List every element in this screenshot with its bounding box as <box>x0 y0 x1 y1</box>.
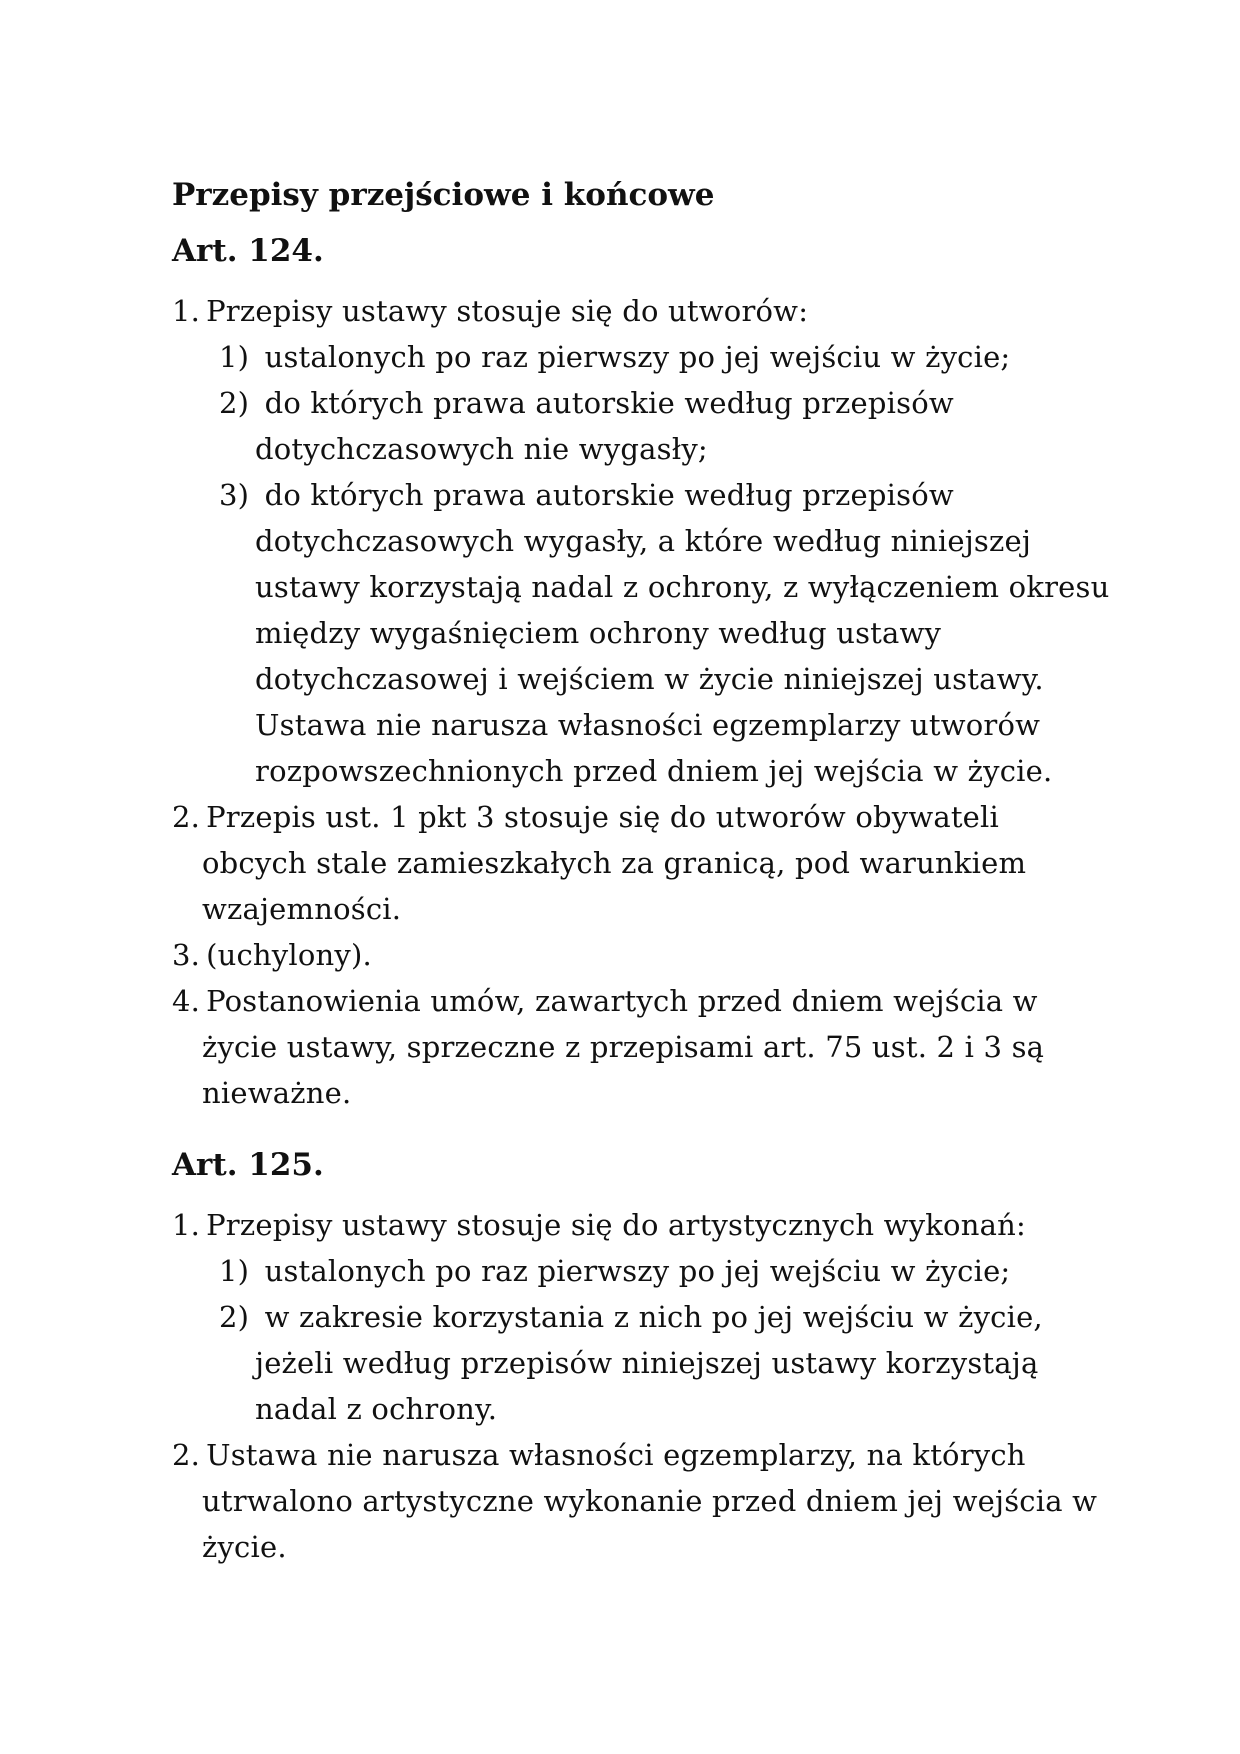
paragraph-124-2 <box>172 794 1112 932</box>
point-number: 2) <box>219 1300 250 1334</box>
point-124-1-1 <box>219 334 1112 380</box>
point-number: 1) <box>219 1254 250 1288</box>
paragraph-text: Przepis ust. 1 pkt 3 stosuje się do utworów obywateli obcych stale zamieszkałych za granicą, pod warunkiem wzajemności. <box>202 800 1027 926</box>
paragraph-text: Przepisy ustawy stosuje się do utworów: <box>206 294 809 328</box>
point-text: w zakresie korzystania z nich po jej wejściu w życie, jeżeli według przepisów niniejszej ustawy korzystają nadal z ochrony. <box>255 1300 1043 1426</box>
paragraph-124-4 <box>172 978 1112 1116</box>
article-heading-125: Art. 125. <box>172 1147 324 1183</box>
paragraph-text: (uchylony). <box>206 938 372 972</box>
paragraph-number: 4. <box>172 984 201 1018</box>
point-text: do których prawa autorskie według przepisów dotychczasowych nie wygasły; <box>255 386 954 466</box>
point-125-1-1 <box>219 1248 1112 1294</box>
paragraph-125-2 <box>172 1432 1112 1570</box>
paragraph-text: Postanowienia umów, zawartych przed dniem wejścia w życie ustawy, sprzeczne z przepisami art. 75 ust. 2 i 3 są nieważne. <box>202 984 1045 1110</box>
paragraph-number: 3. <box>172 938 201 972</box>
article-heading-124: Art. 124. <box>172 233 324 269</box>
paragraph-number: 2. <box>172 1438 201 1472</box>
point-125-1-2 <box>219 1294 1112 1432</box>
paragraph-124-1 <box>172 288 1112 334</box>
point-124-1-2 <box>219 380 1112 472</box>
point-number: 2) <box>219 386 250 420</box>
paragraph-number: 2. <box>172 800 201 834</box>
paragraph-124-3 <box>172 932 1112 978</box>
document-content <box>172 172 1112 1570</box>
point-text: ustalonych po raz pierwszy po jej wejściu w życie; <box>264 340 1011 374</box>
paragraph-text: Ustawa nie narusza własności egzemplarzy, na których utrwalono artystyczne wykonanie przed dniem jej wejścia w życie. <box>202 1438 1098 1564</box>
point-text: ustalonych po raz pierwszy po jej wejściu w życie; <box>264 1254 1011 1288</box>
paragraph-number: 1. <box>172 1208 201 1242</box>
paragraph-125-1 <box>172 1202 1112 1248</box>
point-text: do których prawa autorskie według przepisów dotychczasowych wygasły, a które według niniejszej ustawy korzystają nadal z ochrony, z wyłączeniem okresu między wygaśnięciem ochrony według ustawy dotychczasowej i wejściem w życie niniejszej ustawy. Ustawa nie narusza własności egzemplarzy utworów rozpowszechnionych przed dniem jej wejścia w życie. <box>255 478 1110 788</box>
point-number: 3) <box>219 478 250 512</box>
point-number: 1) <box>219 340 250 374</box>
section-title: Przepisy przejściowe i końcowe <box>172 177 715 213</box>
paragraph-number: 1. <box>172 294 201 328</box>
point-124-1-3 <box>219 472 1112 794</box>
paragraph-text: Przepisy ustawy stosuje się do artystycznych wykonań: <box>206 1208 1026 1242</box>
